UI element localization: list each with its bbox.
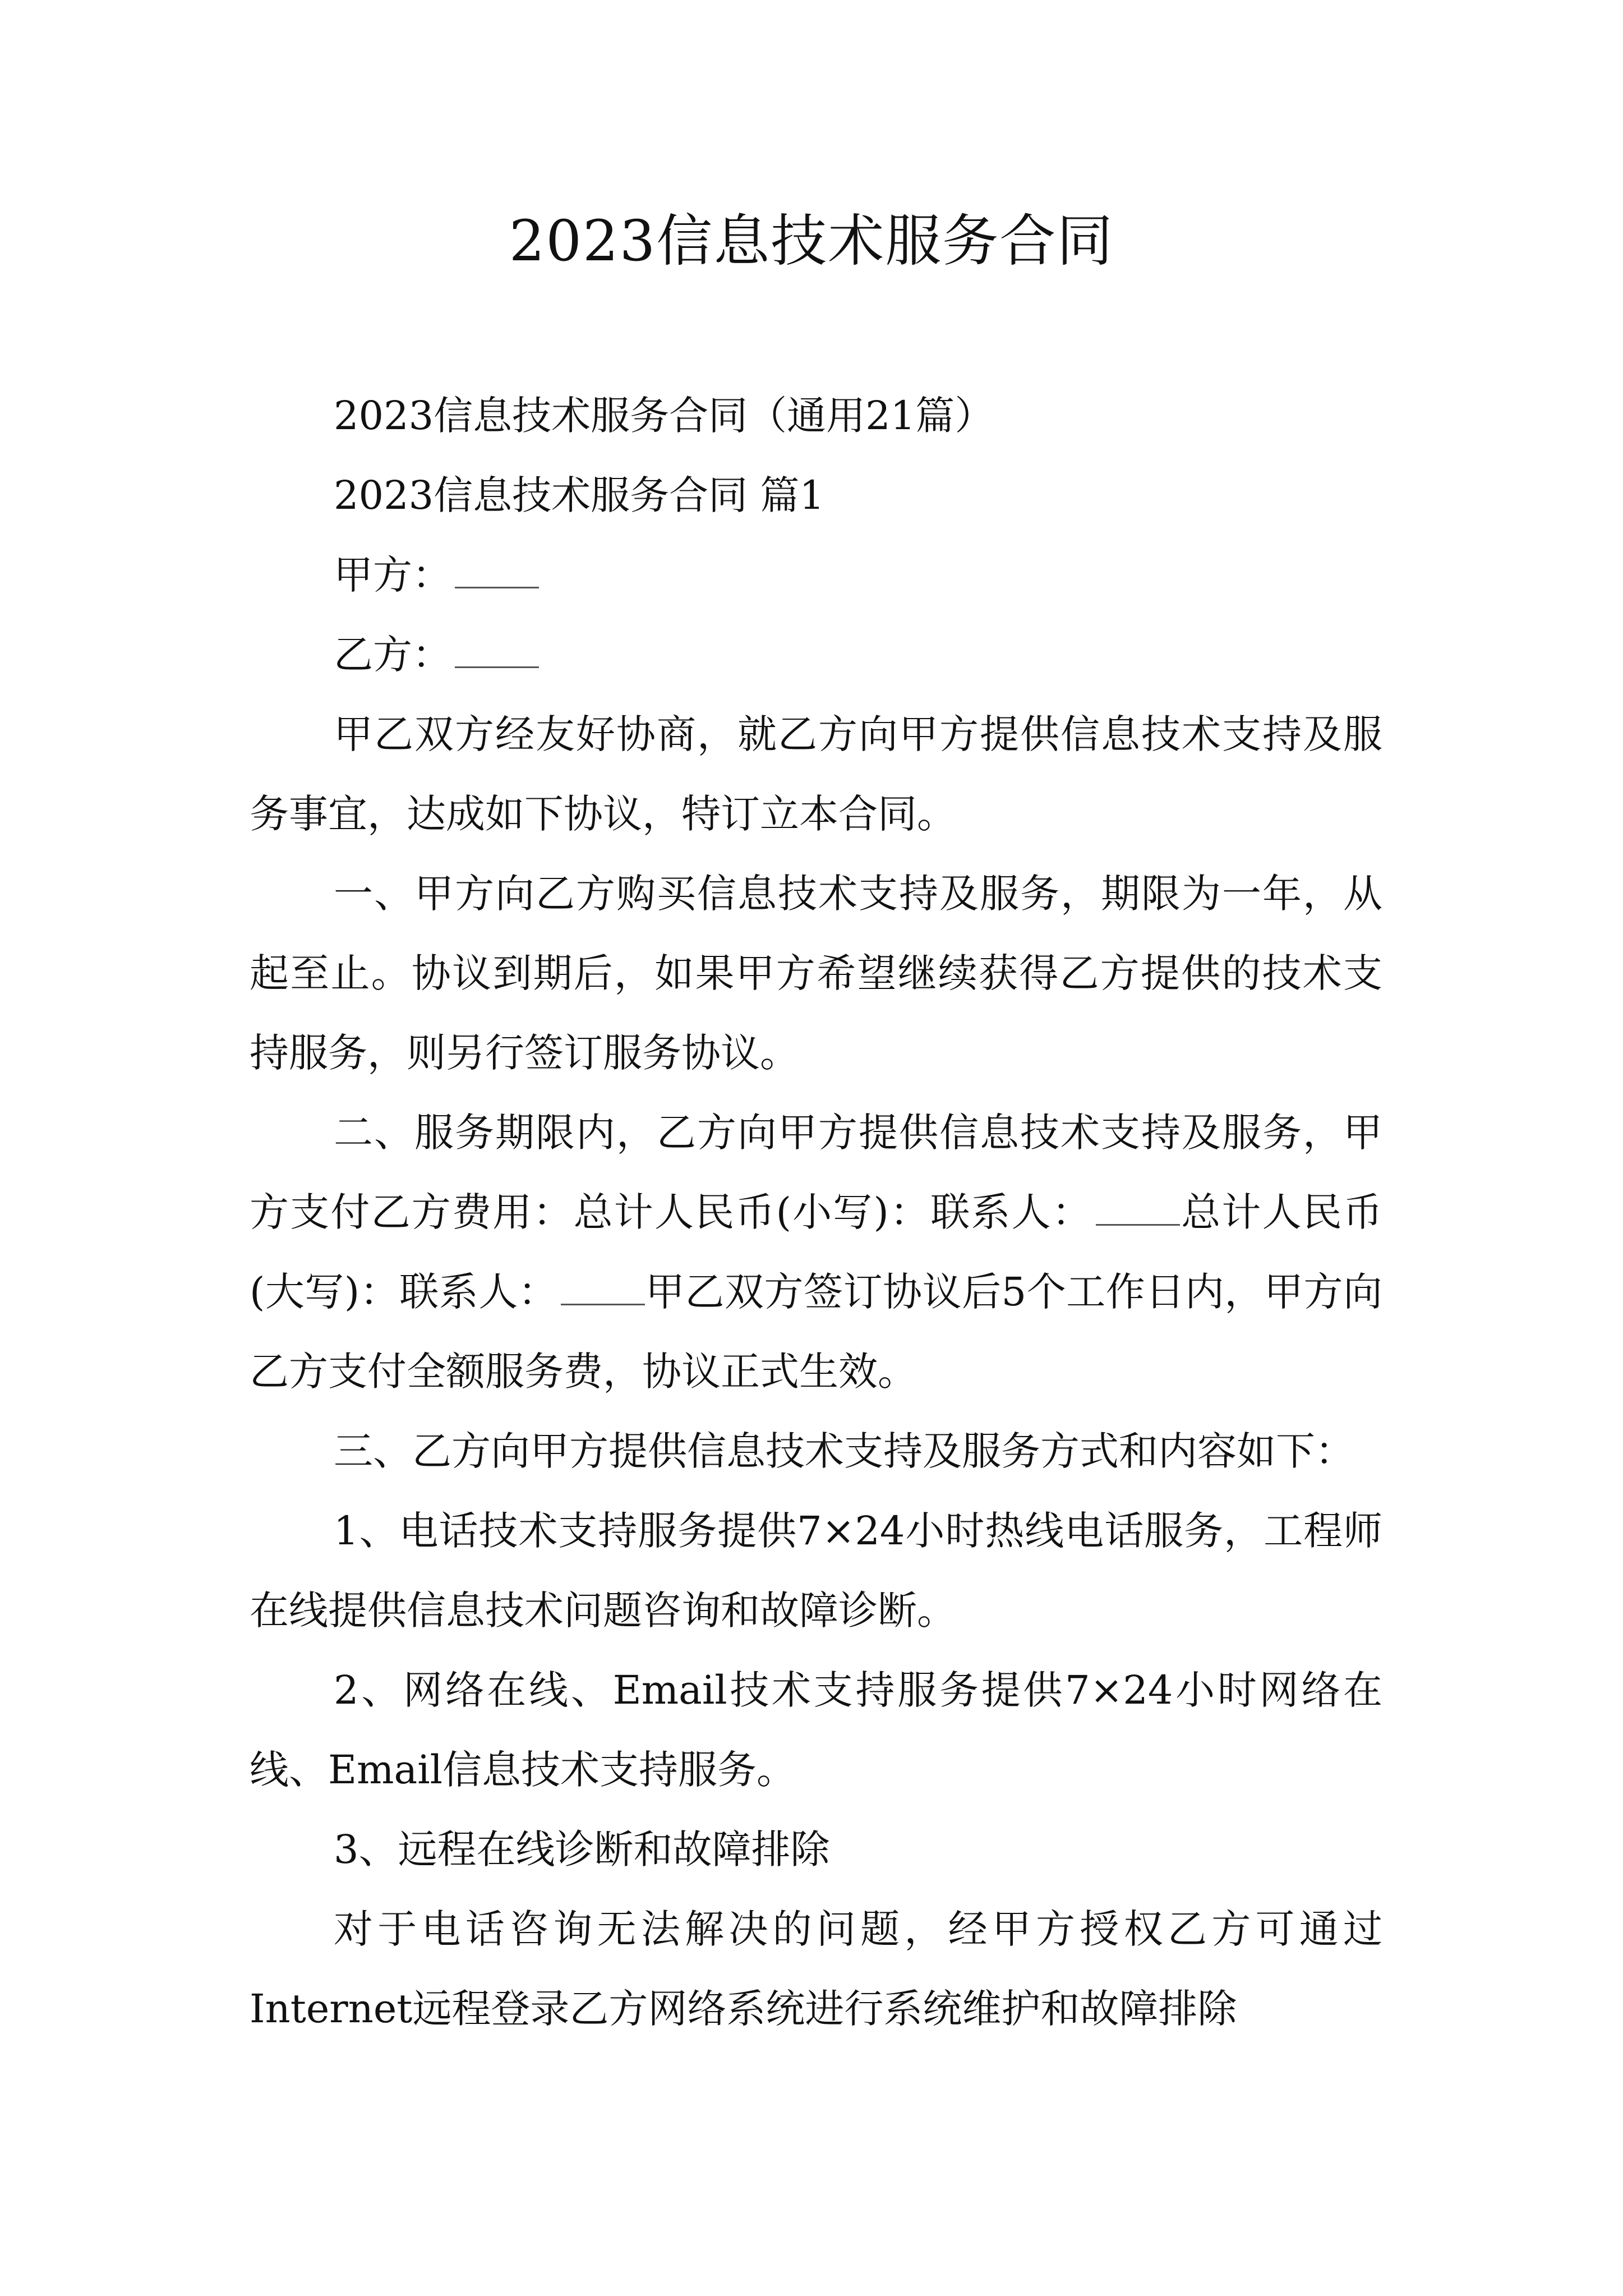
clause-1-paragraph: 一、甲方向乙方购买信息技术支持及服务，期限为一年，从起至止。协议到期后，如果甲方希望继续获得乙方提供的技术支持服务，则另行签订服务协议。 xyxy=(250,871,1382,1076)
party-a-blank xyxy=(455,547,539,588)
intro-paragraph: 甲乙双方经友好协商，就乙方向甲方提供信息技术支持及服务事宜，达成如下协议，特订立本合同。 xyxy=(250,711,1382,837)
clause-2-part-3: 甲乙双方签订协议后5个工作日内，甲方向乙方支付全额服务费，协议正式生效。 xyxy=(250,1269,1382,1395)
contact-blank-1 xyxy=(1096,1185,1180,1226)
clause-2-paragraph xyxy=(250,1093,1382,1411)
contact-blank-2 xyxy=(561,1264,645,1305)
item-1-paragraph: 1、电话技术支持服务提供7×24小时热线电话服务，工程师在线提供信息技术问题咨询和故障诊断。 xyxy=(250,1508,1382,1634)
section-heading: 2023信息技术服务合同 篇1 xyxy=(334,472,824,518)
party-b-label: 乙方： xyxy=(334,632,451,678)
clause-2-part-2: 总计人民币(大写)：联系人： xyxy=(250,1189,1382,1315)
document-title: 2023信息技术服务合同 xyxy=(509,208,1114,274)
clause-3-paragraph: 三、乙方向甲方提供信息技术支持及服务方式和内容如下： xyxy=(334,1428,1354,1474)
document-subtitle: 2023信息技术服务合同（通用21篇） xyxy=(334,393,994,439)
party-a-line xyxy=(250,535,1382,615)
party-b-blank xyxy=(455,627,539,668)
party-b-line xyxy=(250,615,1382,694)
item-3-paragraph: 3、远程在线诊断和故障排除 xyxy=(334,1826,830,1872)
item-3-detail-paragraph: 对于电话咨询无法解决的问题，经甲方授权乙方可通过Internet远程登录乙方网络系统进行系统维护和故障排除 xyxy=(250,1906,1382,2032)
item-2-paragraph: 2、网络在线、Email技术支持服务提供7×24小时网络在线、Email信息技术支持服务。 xyxy=(250,1667,1382,1793)
clause-2-part-1: 二、服务期限内，乙方向甲方提供信息技术支持及服务，甲方支付乙方费用：总计人民币(小写)：联系人： xyxy=(250,1110,1382,1235)
document-body xyxy=(250,376,1382,2049)
party-a-label: 甲方： xyxy=(334,552,451,598)
